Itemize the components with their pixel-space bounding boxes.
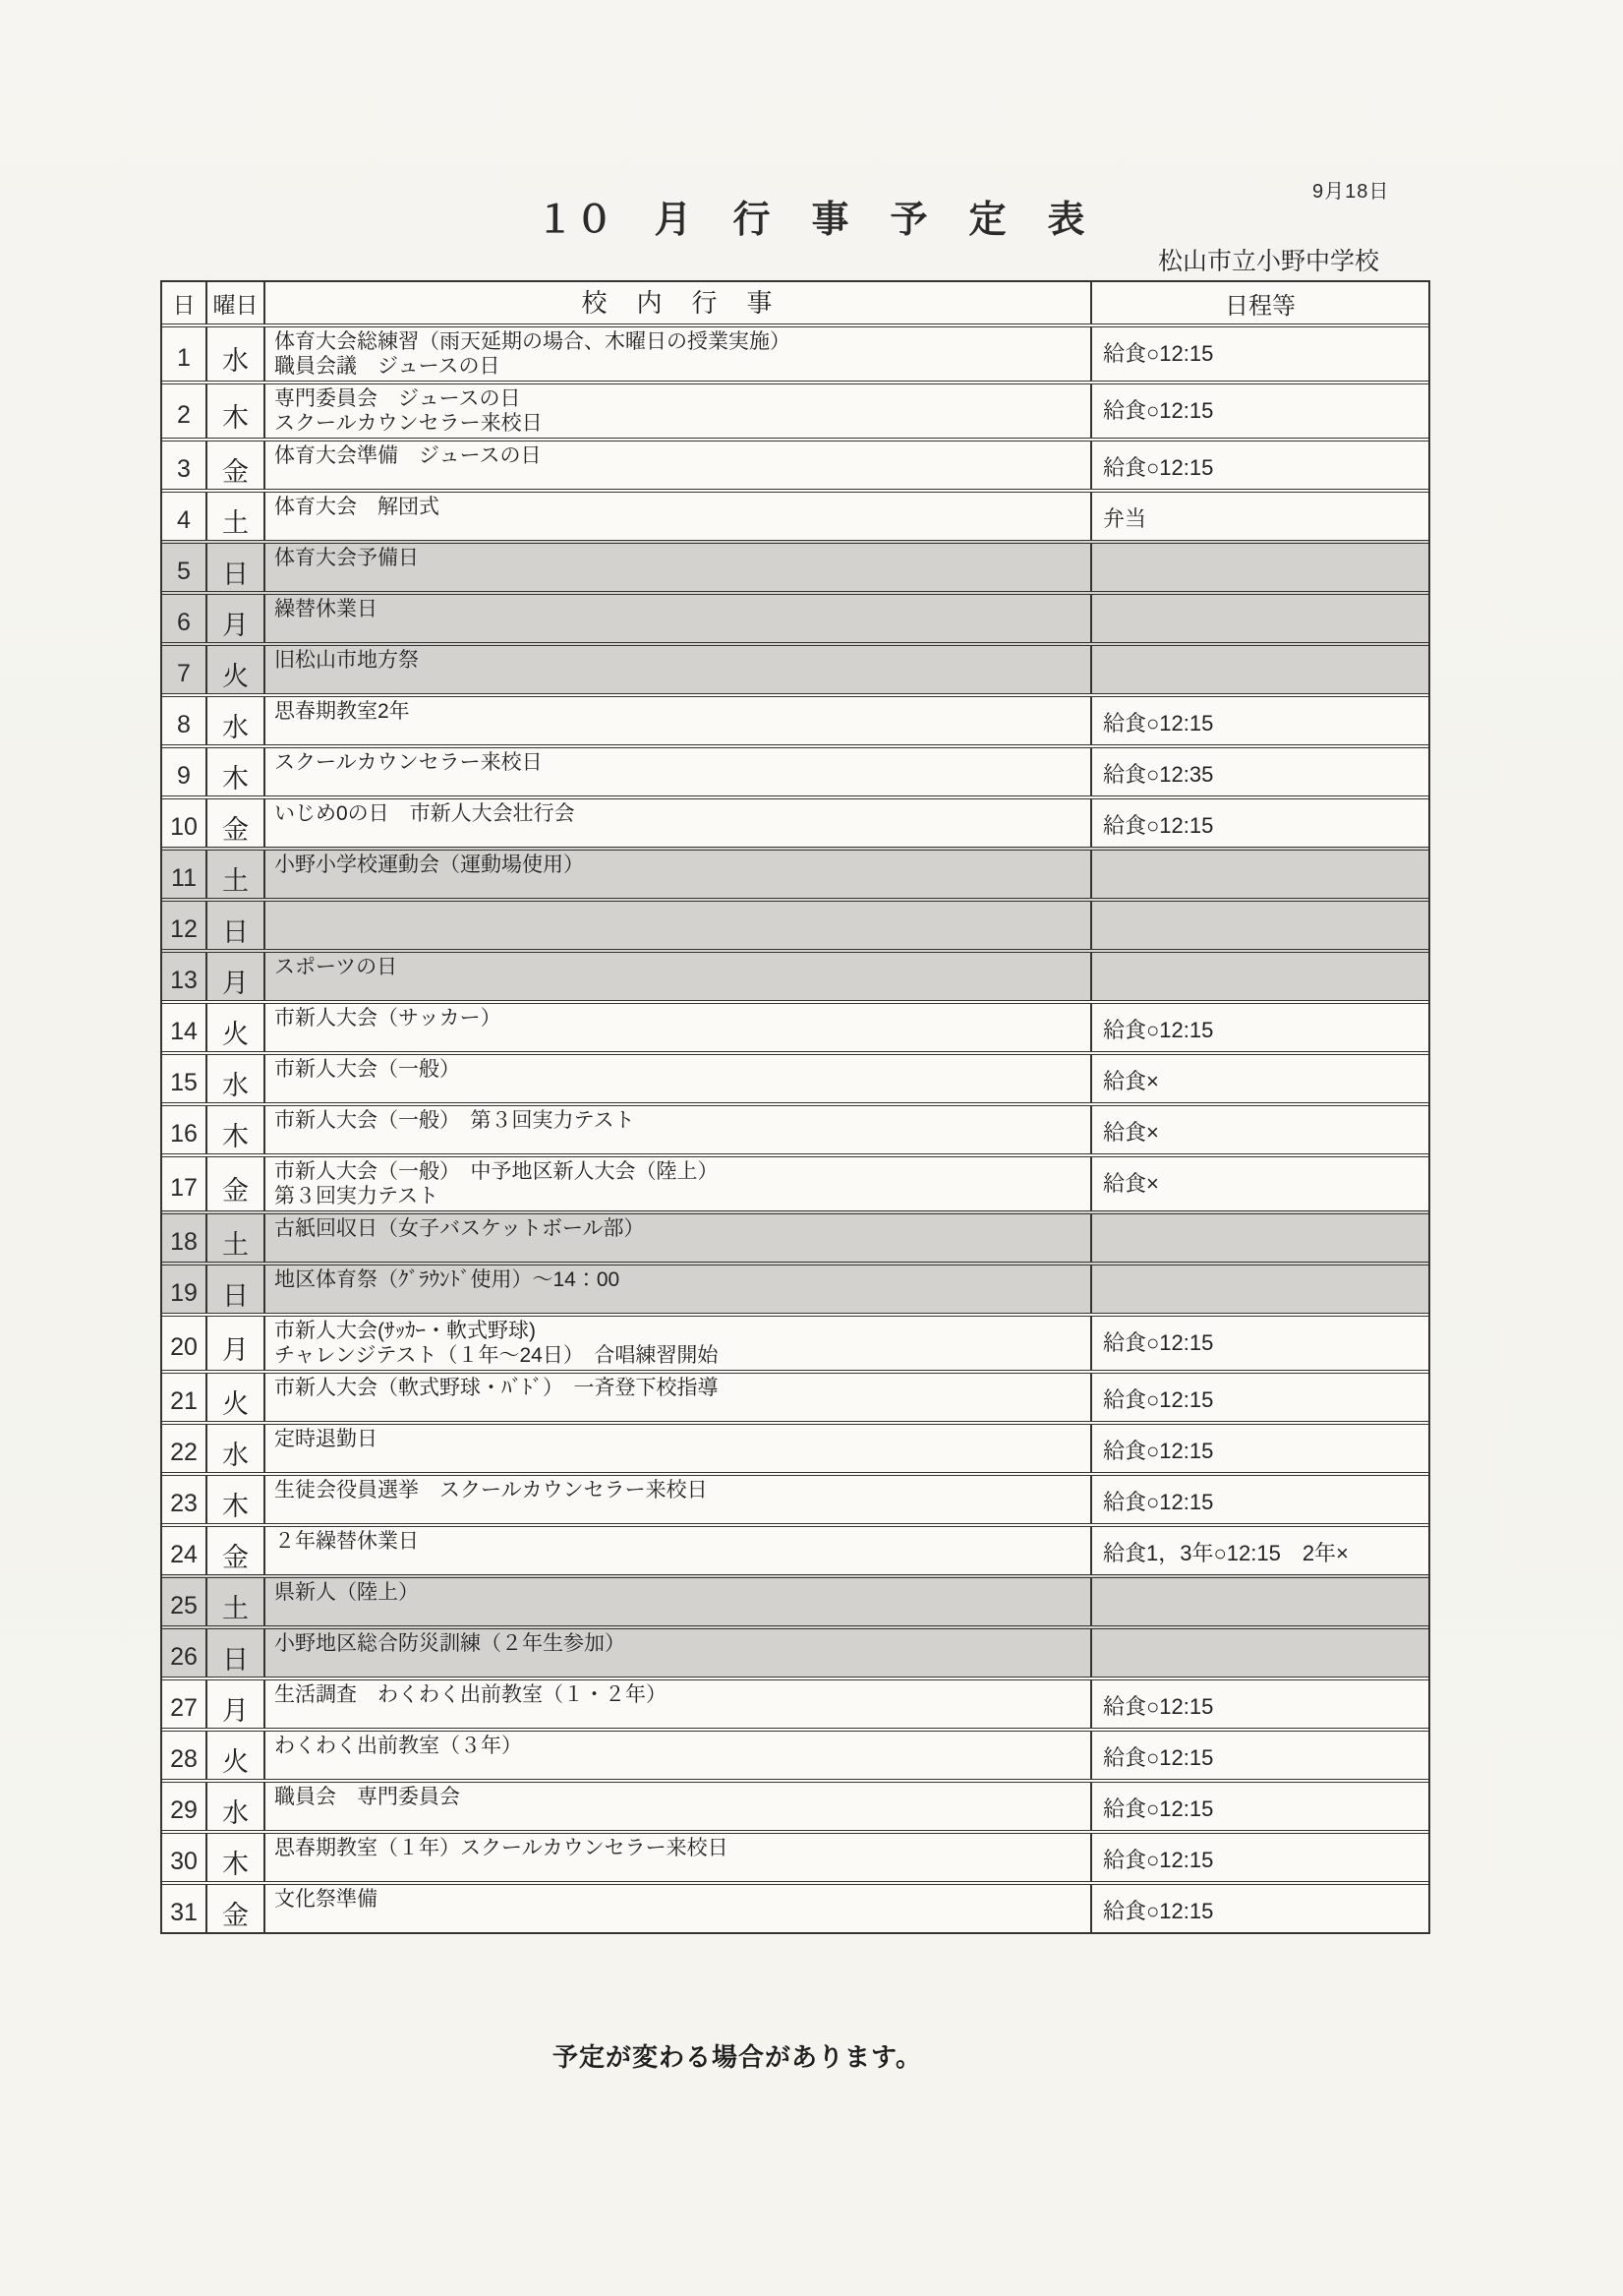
- document-date: 9月18日: [1312, 181, 1390, 203]
- schedule-cell: 給食○12:15: [1103, 1796, 1214, 1821]
- weekday-cell: 水: [207, 1783, 265, 1830]
- day-cell: 14: [162, 1004, 207, 1051]
- table-row: [162, 1051, 1428, 1102]
- weekday-cell: 金: [207, 1885, 265, 1932]
- weekday-cell: 木: [207, 384, 265, 438]
- weekday-cell: 水: [207, 1055, 265, 1102]
- schedule-table: [160, 280, 1430, 1934]
- weekday-cell: 火: [207, 1374, 265, 1421]
- table-row: [162, 744, 1428, 795]
- day-cell: 1: [162, 327, 207, 381]
- schedule-cell: [1092, 544, 1428, 591]
- schedule-cell: [1092, 1629, 1428, 1677]
- event-line: チャレンジテスト（１年～24日） 合唱練習開始: [274, 1344, 719, 1367]
- table-row: [162, 1421, 1428, 1472]
- table-row: [162, 438, 1428, 489]
- day-cell: 7: [162, 646, 207, 693]
- day-cell: 25: [162, 1578, 207, 1625]
- event-line: 小野地区総合防災訓練（２年生参加）: [274, 1632, 625, 1655]
- weekday-cell: 月: [207, 595, 265, 642]
- table-row: [162, 1523, 1428, 1574]
- table-row: [162, 1370, 1428, 1421]
- event-line: 職員会 専門委員会: [274, 1786, 460, 1808]
- events-cell: [265, 902, 1092, 949]
- weekday-cell: 日: [207, 902, 265, 949]
- schedule-cell: 給食○12:35: [1103, 762, 1214, 787]
- event-line: 文化祭準備: [274, 1888, 377, 1911]
- table-row: [162, 898, 1428, 949]
- events-cell: [265, 1374, 1092, 1421]
- event-line: 体育大会総練習（雨天延期の場合、木曜日の授業実施）: [274, 330, 790, 353]
- event-line: 市新人大会（サッカー）: [274, 1007, 501, 1030]
- schedule-cell: 給食×: [1103, 1069, 1159, 1093]
- schedule-cell: [1092, 851, 1428, 898]
- day-cell: 19: [162, 1266, 207, 1313]
- weekday-cell: 金: [207, 799, 265, 847]
- table-row: [162, 1830, 1428, 1881]
- day-cell: 30: [162, 1834, 207, 1881]
- event-line: 思春期教室（１年）スクールカウンセラー来校日: [274, 1837, 728, 1859]
- event-line: 職員会議 ジュースの日: [274, 355, 500, 378]
- schedule-cell: 給食○12:15: [1103, 711, 1214, 736]
- event-line: 県新人（陸上）: [274, 1581, 419, 1604]
- events-cell: [265, 1317, 1092, 1370]
- day-cell: 13: [162, 953, 207, 1000]
- weekday-cell: 火: [207, 1732, 265, 1779]
- events-cell: [265, 646, 1092, 693]
- table-row: [162, 1153, 1428, 1210]
- events-cell: [265, 1476, 1092, 1523]
- day-cell: 27: [162, 1680, 207, 1728]
- events-cell: [265, 1214, 1092, 1262]
- table-row: [162, 1262, 1428, 1313]
- schedule-cell: 給食○12:15: [1103, 813, 1214, 838]
- schedule-cell: 給食○12:15: [1103, 1330, 1214, 1355]
- col-header-events: 校 内 行 事: [265, 282, 1092, 324]
- table-row: [162, 1574, 1428, 1625]
- event-line: 定時退勤日: [274, 1428, 377, 1450]
- event-line: 専門委員会 ジュースの日: [274, 387, 521, 410]
- page-title: １０ 月 行 事 予 定 表: [536, 200, 1087, 241]
- events-cell: [265, 1425, 1092, 1472]
- events-cell: [265, 953, 1092, 1000]
- weekday-cell: 木: [207, 1106, 265, 1153]
- weekday-cell: 日: [207, 544, 265, 591]
- events-cell: [265, 1157, 1092, 1210]
- event-line: 思春期教室2年: [274, 700, 410, 723]
- events-cell: [265, 595, 1092, 642]
- event-line: 生徒会役員選挙 スクールカウンセラー来校日: [274, 1479, 708, 1501]
- weekday-cell: 木: [207, 1476, 265, 1523]
- schedule-cell: 給食1，3年○12:15 2年×: [1103, 1541, 1349, 1565]
- weekday-cell: 金: [207, 1527, 265, 1574]
- table-row: [162, 795, 1428, 847]
- event-line: 地区体育祭（ｸﾞﾗｳﾝﾄﾞ使用）～14：00: [274, 1268, 620, 1291]
- col-header-schedule: 日程等: [1225, 292, 1296, 320]
- table-row: [162, 1210, 1428, 1262]
- event-line: 市新人大会（軟式野球・ﾊﾞﾄﾞ） 一斉登下校指導: [274, 1377, 719, 1399]
- table-row: [162, 1881, 1428, 1932]
- day-cell: 31: [162, 1885, 207, 1932]
- weekday-cell: 水: [207, 1425, 265, 1472]
- table-row: [162, 1728, 1428, 1779]
- day-cell: 6: [162, 595, 207, 642]
- schedule-cell: 給食○12:15: [1103, 1848, 1214, 1872]
- schedule-cell: 給食×: [1103, 1120, 1159, 1145]
- day-cell: 26: [162, 1629, 207, 1677]
- col-header-weekday: 曜日: [207, 282, 265, 324]
- footer-note: 予定が変わる場合があります。: [552, 2042, 922, 2072]
- events-cell: [265, 1106, 1092, 1153]
- weekday-cell: 木: [207, 1834, 265, 1881]
- day-cell: 11: [162, 851, 207, 898]
- schedule-cell: [1092, 902, 1428, 949]
- table-row: [162, 324, 1428, 381]
- events-cell: [265, 1885, 1092, 1932]
- weekday-cell: 土: [207, 1578, 265, 1625]
- day-cell: 21: [162, 1374, 207, 1421]
- weekday-cell: 日: [207, 1266, 265, 1313]
- events-cell: [265, 1266, 1092, 1313]
- table-row: [162, 1677, 1428, 1728]
- schedule-cell: 給食○12:15: [1103, 1490, 1214, 1514]
- event-line: わくわく出前教室（３年）: [274, 1735, 522, 1757]
- day-cell: 18: [162, 1214, 207, 1262]
- schedule-cell: [1092, 1578, 1428, 1625]
- schedule-cell: 給食○12:15: [1103, 1439, 1214, 1463]
- table-row: [162, 489, 1428, 540]
- event-line: 市新人大会（一般）: [274, 1058, 460, 1081]
- events-cell: [265, 442, 1092, 489]
- schedule-cell: 給食○12:15: [1103, 1018, 1214, 1042]
- school-name: 松山市立小野中学校: [1157, 248, 1379, 275]
- schedule-cell: 給食○12:15: [1103, 1745, 1214, 1770]
- event-line: いじめ0の日 市新人大会壮行会: [274, 802, 575, 825]
- table-row: [162, 1472, 1428, 1523]
- table-row: [162, 1779, 1428, 1830]
- schedule-cell: 給食○12:15: [1103, 1694, 1214, 1719]
- table-row: [162, 1102, 1428, 1153]
- event-line: 体育大会予備日: [274, 547, 419, 569]
- day-cell: 22: [162, 1425, 207, 1472]
- event-line: 市新人大会（一般） 中予地区新人大会（陸上）: [274, 1160, 719, 1183]
- day-cell: 16: [162, 1106, 207, 1153]
- weekday-cell: 水: [207, 327, 265, 381]
- events-cell: [265, 384, 1092, 438]
- table-row: [162, 1625, 1428, 1677]
- event-line: 体育大会 解団式: [274, 496, 439, 518]
- schedule-cell: [1092, 646, 1428, 693]
- events-cell: [265, 1004, 1092, 1051]
- event-line: ２年繰替休業日: [274, 1530, 419, 1553]
- event-line: スクールカウンセラー来校日: [274, 751, 543, 774]
- events-cell: [265, 1629, 1092, 1677]
- schedule-cell: 給食○12:15: [1103, 1387, 1214, 1412]
- day-cell: 5: [162, 544, 207, 591]
- day-cell: 29: [162, 1783, 207, 1830]
- weekday-cell: 金: [207, 442, 265, 489]
- events-cell: [265, 1783, 1092, 1830]
- day-cell: 17: [162, 1157, 207, 1210]
- day-cell: 15: [162, 1055, 207, 1102]
- events-cell: [265, 1578, 1092, 1625]
- weekday-cell: 土: [207, 1214, 265, 1262]
- weekday-cell: 月: [207, 1680, 265, 1728]
- table-row: [162, 847, 1428, 898]
- schedule-cell: 給食×: [1103, 1171, 1159, 1196]
- day-cell: 10: [162, 799, 207, 847]
- events-cell: [265, 1055, 1092, 1102]
- event-line: 市新人大会(ｻｯｶｰ・軟式野球): [274, 1320, 536, 1342]
- day-cell: 2: [162, 384, 207, 438]
- table-row: [162, 642, 1428, 693]
- event-line: 繰替休業日: [274, 598, 377, 620]
- table-body: [162, 324, 1428, 1932]
- weekday-cell: 木: [207, 748, 265, 795]
- events-cell: [265, 327, 1092, 381]
- events-cell: [265, 748, 1092, 795]
- event-line: 第３回実力テスト: [274, 1185, 439, 1207]
- event-line: 体育大会準備 ジュースの日: [274, 444, 542, 467]
- weekday-cell: 火: [207, 1004, 265, 1051]
- table-row: [162, 591, 1428, 642]
- schedule-cell: [1092, 595, 1428, 642]
- events-cell: [265, 1680, 1092, 1728]
- table-row: [162, 1000, 1428, 1051]
- schedule-cell: [1092, 953, 1428, 1000]
- event-line: スポーツの日: [274, 956, 398, 978]
- weekday-cell: 月: [207, 953, 265, 1000]
- table-row: [162, 381, 1428, 438]
- table-row: [162, 949, 1428, 1000]
- schedule-cell: [1092, 1214, 1428, 1262]
- weekday-cell: 土: [207, 851, 265, 898]
- events-cell: [265, 544, 1092, 591]
- day-cell: 3: [162, 442, 207, 489]
- event-line: 小野小学校運動会（運動場使用）: [274, 854, 584, 876]
- event-line: 生活調査 わくわく出前教室（１・２年）: [274, 1683, 667, 1706]
- day-cell: 20: [162, 1317, 207, 1370]
- schedule-cell: 給食○12:15: [1103, 1899, 1214, 1923]
- events-cell: [265, 697, 1092, 744]
- events-cell: [265, 851, 1092, 898]
- day-cell: 9: [162, 748, 207, 795]
- day-cell: 12: [162, 902, 207, 949]
- day-cell: 4: [162, 493, 207, 540]
- events-cell: [265, 799, 1092, 847]
- table-row: [162, 540, 1428, 591]
- schedule-cell: 給食○12:15: [1103, 398, 1214, 423]
- events-cell: [265, 1527, 1092, 1574]
- event-line: 古紙回収日（女子バスケットボール部）: [274, 1217, 645, 1240]
- event-line: スクールカウンセラー来校日: [274, 412, 543, 435]
- col-header-day: 日: [162, 282, 207, 324]
- weekday-cell: 土: [207, 493, 265, 540]
- day-cell: 28: [162, 1732, 207, 1779]
- weekday-cell: 月: [207, 1317, 265, 1370]
- weekday-cell: 日: [207, 1629, 265, 1677]
- schedule-cell: [1092, 1266, 1428, 1313]
- event-line: 市新人大会（一般） 第３回実力テスト: [274, 1109, 635, 1132]
- day-cell: 24: [162, 1527, 207, 1574]
- schedule-cell: 弁当: [1103, 506, 1147, 531]
- day-cell: 23: [162, 1476, 207, 1523]
- weekday-cell: 水: [207, 697, 265, 744]
- day-cell: 8: [162, 697, 207, 744]
- table-row: [162, 1313, 1428, 1370]
- events-cell: [265, 1732, 1092, 1779]
- weekday-cell: 金: [207, 1157, 265, 1210]
- event-line: 旧松山市地方祭: [274, 649, 419, 672]
- table-header-row: [162, 282, 1428, 324]
- schedule-cell: 給食○12:15: [1103, 341, 1214, 366]
- weekday-cell: 火: [207, 646, 265, 693]
- schedule-cell: 給食○12:15: [1103, 455, 1214, 480]
- table-row: [162, 693, 1428, 744]
- events-cell: [265, 493, 1092, 540]
- events-cell: [265, 1834, 1092, 1881]
